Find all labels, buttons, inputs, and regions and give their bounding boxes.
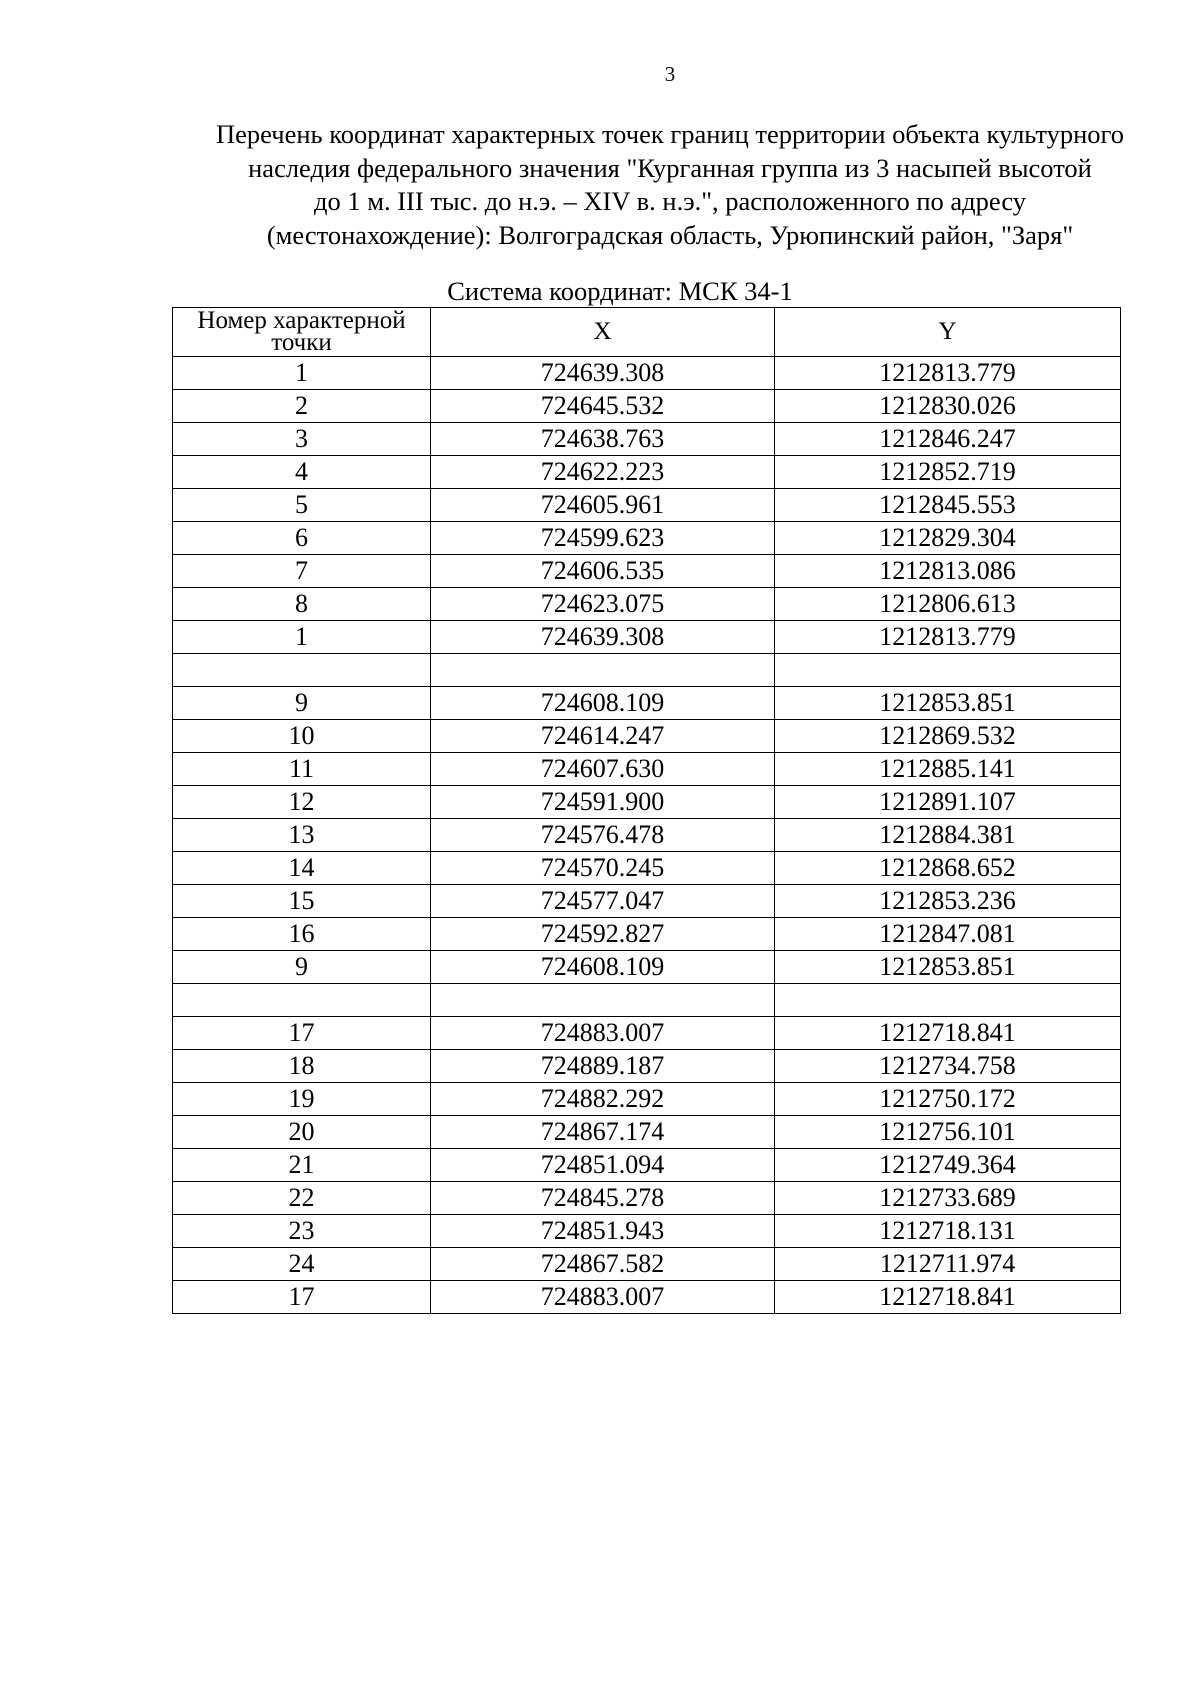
table-row — [173, 1149, 1121, 1182]
cell-y: 1212718.131 — [775, 1215, 1121, 1248]
cell-y: 1212813.779 — [775, 357, 1121, 390]
table-row — [173, 1017, 1121, 1050]
cell-point-number: 21 — [173, 1149, 431, 1182]
cell-x: 724639.308 — [431, 357, 775, 390]
cell-point-number: 10 — [173, 720, 431, 753]
cell-x: 724577.047 — [431, 885, 775, 918]
cell-point-number: 23 — [173, 1215, 431, 1248]
cell-y — [775, 654, 1121, 687]
cell-point-number: 12 — [173, 786, 431, 819]
cell-y: 1212853.851 — [775, 951, 1121, 984]
cell-y: 1212813.086 — [775, 555, 1121, 588]
cell-point-number: 17 — [173, 1281, 431, 1314]
cell-x: 724576.478 — [431, 819, 775, 852]
cell-x — [431, 984, 775, 1017]
cell-point-number: 7 — [173, 555, 431, 588]
header-point-line2: точки — [271, 329, 332, 356]
table-row — [173, 621, 1121, 654]
table-row — [173, 1083, 1121, 1116]
table-row — [173, 357, 1121, 390]
cell-y: 1212885.141 — [775, 753, 1121, 786]
cell-x: 724592.827 — [431, 918, 775, 951]
table-row — [173, 423, 1121, 456]
cell-x: 724883.007 — [431, 1281, 775, 1314]
cell-x: 724606.535 — [431, 555, 775, 588]
cell-y: 1212846.247 — [775, 423, 1121, 456]
cell-point-number: 14 — [173, 852, 431, 885]
cell-point-number: 8 — [173, 588, 431, 621]
cell-y — [775, 984, 1121, 1017]
table-row — [173, 489, 1121, 522]
cell-point-number: 5 — [173, 489, 431, 522]
cell-x: 724614.247 — [431, 720, 775, 753]
cell-y: 1212756.101 — [775, 1116, 1121, 1149]
cell-y: 1212845.553 — [775, 489, 1121, 522]
cell-y: 1212852.719 — [775, 456, 1121, 489]
cell-y: 1212830.026 — [775, 390, 1121, 423]
table-row — [173, 720, 1121, 753]
cell-point-number: 24 — [173, 1248, 431, 1281]
cell-x: 724605.961 — [431, 489, 775, 522]
cell-point-number: 11 — [173, 753, 431, 786]
table-row — [173, 1281, 1121, 1314]
table-row — [173, 819, 1121, 852]
cell-x: 724889.187 — [431, 1050, 775, 1083]
table-row — [173, 390, 1121, 423]
cell-y: 1212853.236 — [775, 885, 1121, 918]
cell-point-number — [173, 984, 431, 1017]
cell-x: 724882.292 — [431, 1083, 775, 1116]
table-row — [173, 918, 1121, 951]
cell-point-number: 17 — [173, 1017, 431, 1050]
cell-x: 724622.223 — [431, 456, 775, 489]
cell-x: 724638.763 — [431, 423, 775, 456]
cell-y: 1212891.107 — [775, 786, 1121, 819]
cell-point-number: 9 — [173, 951, 431, 984]
table-header-row — [173, 308, 1121, 357]
cell-x: 724570.245 — [431, 852, 775, 885]
table-row — [173, 885, 1121, 918]
page-number: 3 — [664, 62, 676, 86]
cell-y: 1212884.381 — [775, 819, 1121, 852]
header-x: X — [431, 308, 775, 357]
table-row — [173, 555, 1121, 588]
cell-point-number: 4 — [173, 456, 431, 489]
table-row — [173, 1182, 1121, 1215]
table-row — [173, 1116, 1121, 1149]
cell-y: 1212718.841 — [775, 1281, 1121, 1314]
table-row — [173, 951, 1121, 984]
cell-y: 1212749.364 — [775, 1149, 1121, 1182]
table-row — [173, 1248, 1121, 1281]
cell-point-number: 6 — [173, 522, 431, 555]
table-row — [173, 687, 1121, 720]
document-title — [170, 118, 1170, 252]
table-row — [173, 984, 1121, 1017]
table-row — [173, 522, 1121, 555]
cell-x: 724607.630 — [431, 753, 775, 786]
table-row — [173, 852, 1121, 885]
cell-point-number: 19 — [173, 1083, 431, 1116]
cell-point-number — [173, 654, 431, 687]
cell-x: 724639.308 — [431, 621, 775, 654]
table-body — [173, 357, 1121, 1314]
cell-x: 724608.109 — [431, 687, 775, 720]
cell-x: 724591.900 — [431, 786, 775, 819]
title-line: наследия федерального значения "Курганная группа из 3 насыпей высотой — [248, 152, 1092, 183]
cell-y: 1212750.172 — [775, 1083, 1121, 1116]
cell-x: 724645.532 — [431, 390, 775, 423]
cell-x: 724608.109 — [431, 951, 775, 984]
cell-y: 1212853.851 — [775, 687, 1121, 720]
cell-x: 724845.278 — [431, 1182, 775, 1215]
cell-y: 1212829.304 — [775, 522, 1121, 555]
cell-point-number: 15 — [173, 885, 431, 918]
cell-y: 1212868.652 — [775, 852, 1121, 885]
cell-x: 724867.174 — [431, 1116, 775, 1149]
table-row — [173, 753, 1121, 786]
cell-point-number: 9 — [173, 687, 431, 720]
table-row — [173, 654, 1121, 687]
cell-x: 724851.094 — [431, 1149, 775, 1182]
cell-point-number: 20 — [173, 1116, 431, 1149]
cell-point-number: 1 — [173, 621, 431, 654]
cell-point-number: 3 — [173, 423, 431, 456]
cell-y: 1212733.689 — [775, 1182, 1121, 1215]
cell-point-number: 22 — [173, 1182, 431, 1215]
cell-y: 1212718.841 — [775, 1017, 1121, 1050]
title-line: до 1 м. III тыс. до н.э. – XIV в. н.э.", расположенного по адресу — [313, 186, 1027, 216]
cell-point-number: 18 — [173, 1050, 431, 1083]
cell-x: 724851.943 — [431, 1215, 775, 1248]
cell-y: 1212847.081 — [775, 918, 1121, 951]
header-point-line1: Номер характерной — [197, 307, 406, 334]
cell-y: 1212813.779 — [775, 621, 1121, 654]
header-point-number — [173, 308, 431, 357]
cell-x — [431, 654, 775, 687]
cell-point-number: 13 — [173, 819, 431, 852]
table-row — [173, 588, 1121, 621]
coordinates-table — [172, 307, 1121, 1314]
cell-x: 724867.582 — [431, 1248, 775, 1281]
cell-point-number: 1 — [173, 357, 431, 390]
cell-point-number: 16 — [173, 918, 431, 951]
cell-y: 1212869.532 — [775, 720, 1121, 753]
table-row — [173, 1215, 1121, 1248]
table-row — [173, 456, 1121, 489]
title-line: (местонахождение): Волгоградская область, Урюпинский район, "Заря" — [266, 219, 1074, 250]
coordinate-system-caption: Система координат: МСК 34-1 — [447, 276, 793, 306]
cell-x: 724883.007 — [431, 1017, 775, 1050]
cell-x: 724623.075 — [431, 588, 775, 621]
table-row — [173, 786, 1121, 819]
cell-y: 1212711.974 — [775, 1248, 1121, 1281]
header-y: Y — [775, 308, 1121, 357]
table-row — [173, 1050, 1121, 1083]
cell-y: 1212806.613 — [775, 588, 1121, 621]
cell-y: 1212734.758 — [775, 1050, 1121, 1083]
cell-point-number: 2 — [173, 390, 431, 423]
title-line: Перечень координат характерных точек границ территории объекта культурного — [216, 119, 1124, 149]
cell-x: 724599.623 — [431, 522, 775, 555]
